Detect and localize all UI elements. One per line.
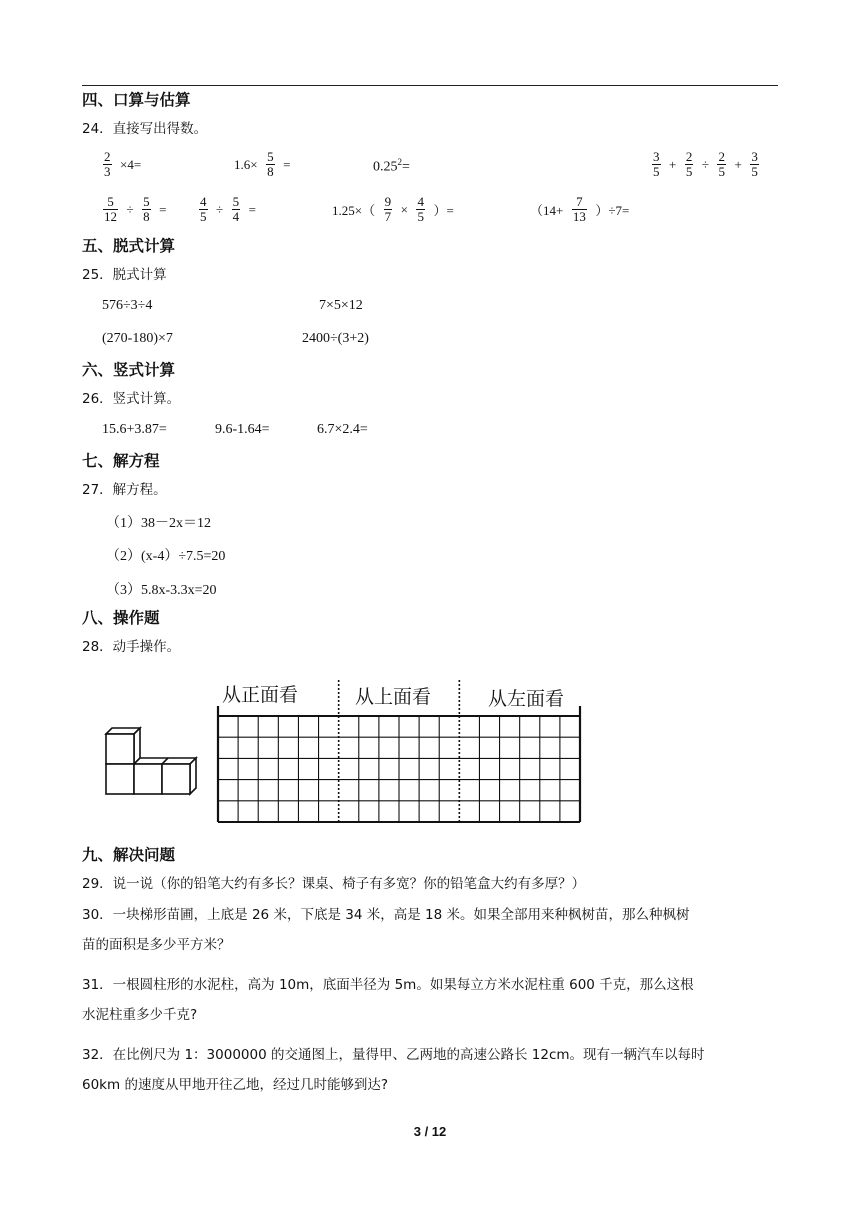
frac-den: 8 bbox=[267, 164, 274, 179]
q27-equation-2: （2）(x-4）÷7.5=20 bbox=[106, 549, 226, 564]
cube-front-face bbox=[162, 764, 190, 794]
q26-expr-1: 15.6+3.87= bbox=[102, 422, 167, 437]
cube-front-face bbox=[134, 764, 162, 794]
q24-expr-7 bbox=[330, 195, 456, 224]
q24-expr-1 bbox=[100, 150, 143, 179]
q24-expr-5 bbox=[100, 195, 168, 224]
section-9-title: 九、解决问题 bbox=[82, 846, 176, 864]
section-8-title: 八、操作题 bbox=[82, 609, 160, 627]
q24-expr-2 bbox=[232, 150, 292, 179]
q25-expr-3: (270-180)×7 bbox=[102, 331, 173, 346]
question-32-line-2: 60km 的速度从甲地开往乙地，经过几时能够到达? bbox=[82, 1077, 389, 1093]
frac-num: 4 bbox=[417, 194, 424, 209]
q24-expr-6 bbox=[196, 195, 258, 224]
question-32 bbox=[82, 1040, 782, 1100]
section-6-title: 六、竖式计算 bbox=[82, 361, 176, 379]
question-30-line-1: 30．一块梯形苗圃，上底是 26 米，下底是 34 米，高是 18 米。如果全部用来种枫树苗，那么种枫树 bbox=[82, 907, 690, 923]
question-26-prompt: 26．竖式计算。 bbox=[82, 391, 181, 407]
question-24-prompt: 24．直接写出得数。 bbox=[82, 121, 208, 137]
frac-den: 5 bbox=[685, 164, 693, 179]
frac-den: 7 bbox=[384, 209, 392, 224]
frac-den: 5 bbox=[200, 209, 207, 224]
q27-equation-3: （3）5.8x-3.3x=20 bbox=[106, 583, 217, 598]
q25-expr-4: 2400÷(3+2) bbox=[302, 331, 369, 346]
expr-base: 0.25 bbox=[373, 159, 398, 175]
expr-tail: = bbox=[248, 201, 256, 217]
header-rule bbox=[82, 85, 778, 86]
section-7-title: 七、解方程 bbox=[82, 452, 160, 470]
frac-den: 5 bbox=[653, 164, 660, 179]
question-31 bbox=[82, 970, 782, 1030]
frac-den: 5 bbox=[718, 164, 725, 179]
frac-den: 8 bbox=[143, 209, 150, 224]
frac-num: 2 bbox=[685, 149, 693, 164]
frac-den: 5 bbox=[751, 164, 758, 179]
frac-num: 9 bbox=[384, 194, 392, 209]
cube-row-side-face bbox=[190, 758, 196, 794]
frac-den: 4 bbox=[232, 209, 240, 224]
frac-num: 5 bbox=[143, 194, 150, 209]
expr-tail: ×4= bbox=[120, 156, 142, 172]
q24-expr-8 bbox=[528, 195, 631, 224]
cube-figure bbox=[100, 720, 204, 800]
q27-equation-1: （1）38－2x＝12 bbox=[106, 516, 211, 531]
expr-tail: ）= bbox=[433, 203, 454, 218]
frac-num: 2 bbox=[718, 149, 725, 164]
expr-pre: （14+ bbox=[530, 203, 564, 218]
frac-num: 7 bbox=[572, 195, 587, 210]
q26-expr-3: 6.7×2.4= bbox=[317, 422, 368, 437]
q25-expr-2: 7×5×12 bbox=[319, 298, 363, 313]
frac-num: 5 bbox=[103, 195, 118, 210]
operator: ÷ bbox=[126, 201, 134, 217]
operator: × bbox=[400, 201, 408, 217]
section-4-title: 四、口算与估算 bbox=[82, 91, 191, 109]
expr-tail: = bbox=[283, 156, 291, 172]
frac-num: 3 bbox=[653, 149, 660, 164]
operator: + bbox=[669, 156, 677, 172]
frac-den: 5 bbox=[417, 209, 424, 224]
q24-expr-4 bbox=[649, 150, 762, 179]
cube-front-face bbox=[106, 734, 134, 764]
operator: ÷ bbox=[216, 201, 224, 217]
q25-expr-1: 576÷3÷4 bbox=[102, 298, 153, 313]
expr-pre: 1.25×（ bbox=[332, 203, 376, 218]
view-label-left: 从左面看 bbox=[488, 688, 565, 710]
operator: ÷ bbox=[701, 156, 709, 172]
frac-den: 13 bbox=[572, 209, 586, 224]
operator: + bbox=[734, 156, 742, 172]
q26-expr-2: 9.6-1.64= bbox=[215, 422, 270, 437]
q24-expr-3 bbox=[373, 157, 410, 176]
frac-den: 3 bbox=[104, 164, 111, 179]
expr-tail: = bbox=[159, 201, 167, 217]
view-label-top: 从上面看 bbox=[355, 686, 432, 708]
frac-den: 12 bbox=[104, 209, 117, 224]
frac-num: 4 bbox=[200, 194, 207, 209]
drawing-grid[interactable] bbox=[214, 676, 586, 828]
frac-num: 5 bbox=[232, 194, 240, 209]
frac-num: 3 bbox=[751, 149, 758, 164]
question-28-prompt: 28．动手操作。 bbox=[82, 639, 181, 655]
cube-front-face bbox=[106, 764, 134, 794]
question-30-line-2: 苗的面积是多少平方米？ bbox=[82, 937, 231, 953]
frac-num: 5 bbox=[267, 149, 274, 164]
question-31-line-1: 31．一根圆柱形的水泥柱，高为 10m，底面半径为 5m。如果每立方米水泥柱重 600 千克，那么这根 bbox=[82, 977, 694, 993]
question-30 bbox=[82, 900, 782, 960]
view-label-front: 从正面看 bbox=[222, 684, 299, 706]
expr-tail: = bbox=[402, 159, 410, 175]
section-5-title: 五、脱式计算 bbox=[82, 237, 176, 255]
frac-num: 2 bbox=[104, 149, 111, 164]
page-number: 3 / 12 bbox=[413, 1124, 447, 1139]
question-29: 29．说一说（你的铅笔大约有多长？课桌、椅子有多宽？你的铅笔盒大约有多厚？） bbox=[82, 876, 586, 892]
expr-pre: 1.6× bbox=[234, 156, 258, 172]
question-31-line-2: 水泥柱重多少千克? bbox=[82, 1007, 198, 1023]
expr-exponent: 2 bbox=[397, 157, 402, 167]
question-27-prompt: 27．解方程。 bbox=[82, 482, 167, 498]
question-32-line-1: 32．在比例尺为 1：3000000 的交通图上，量得甲、乙两地的高速公路长 12cm。现有一辆汽车以每时 bbox=[82, 1047, 705, 1063]
question-25-prompt: 25．脱式计算 bbox=[82, 267, 167, 283]
expr-tail: ）÷7= bbox=[595, 203, 630, 218]
